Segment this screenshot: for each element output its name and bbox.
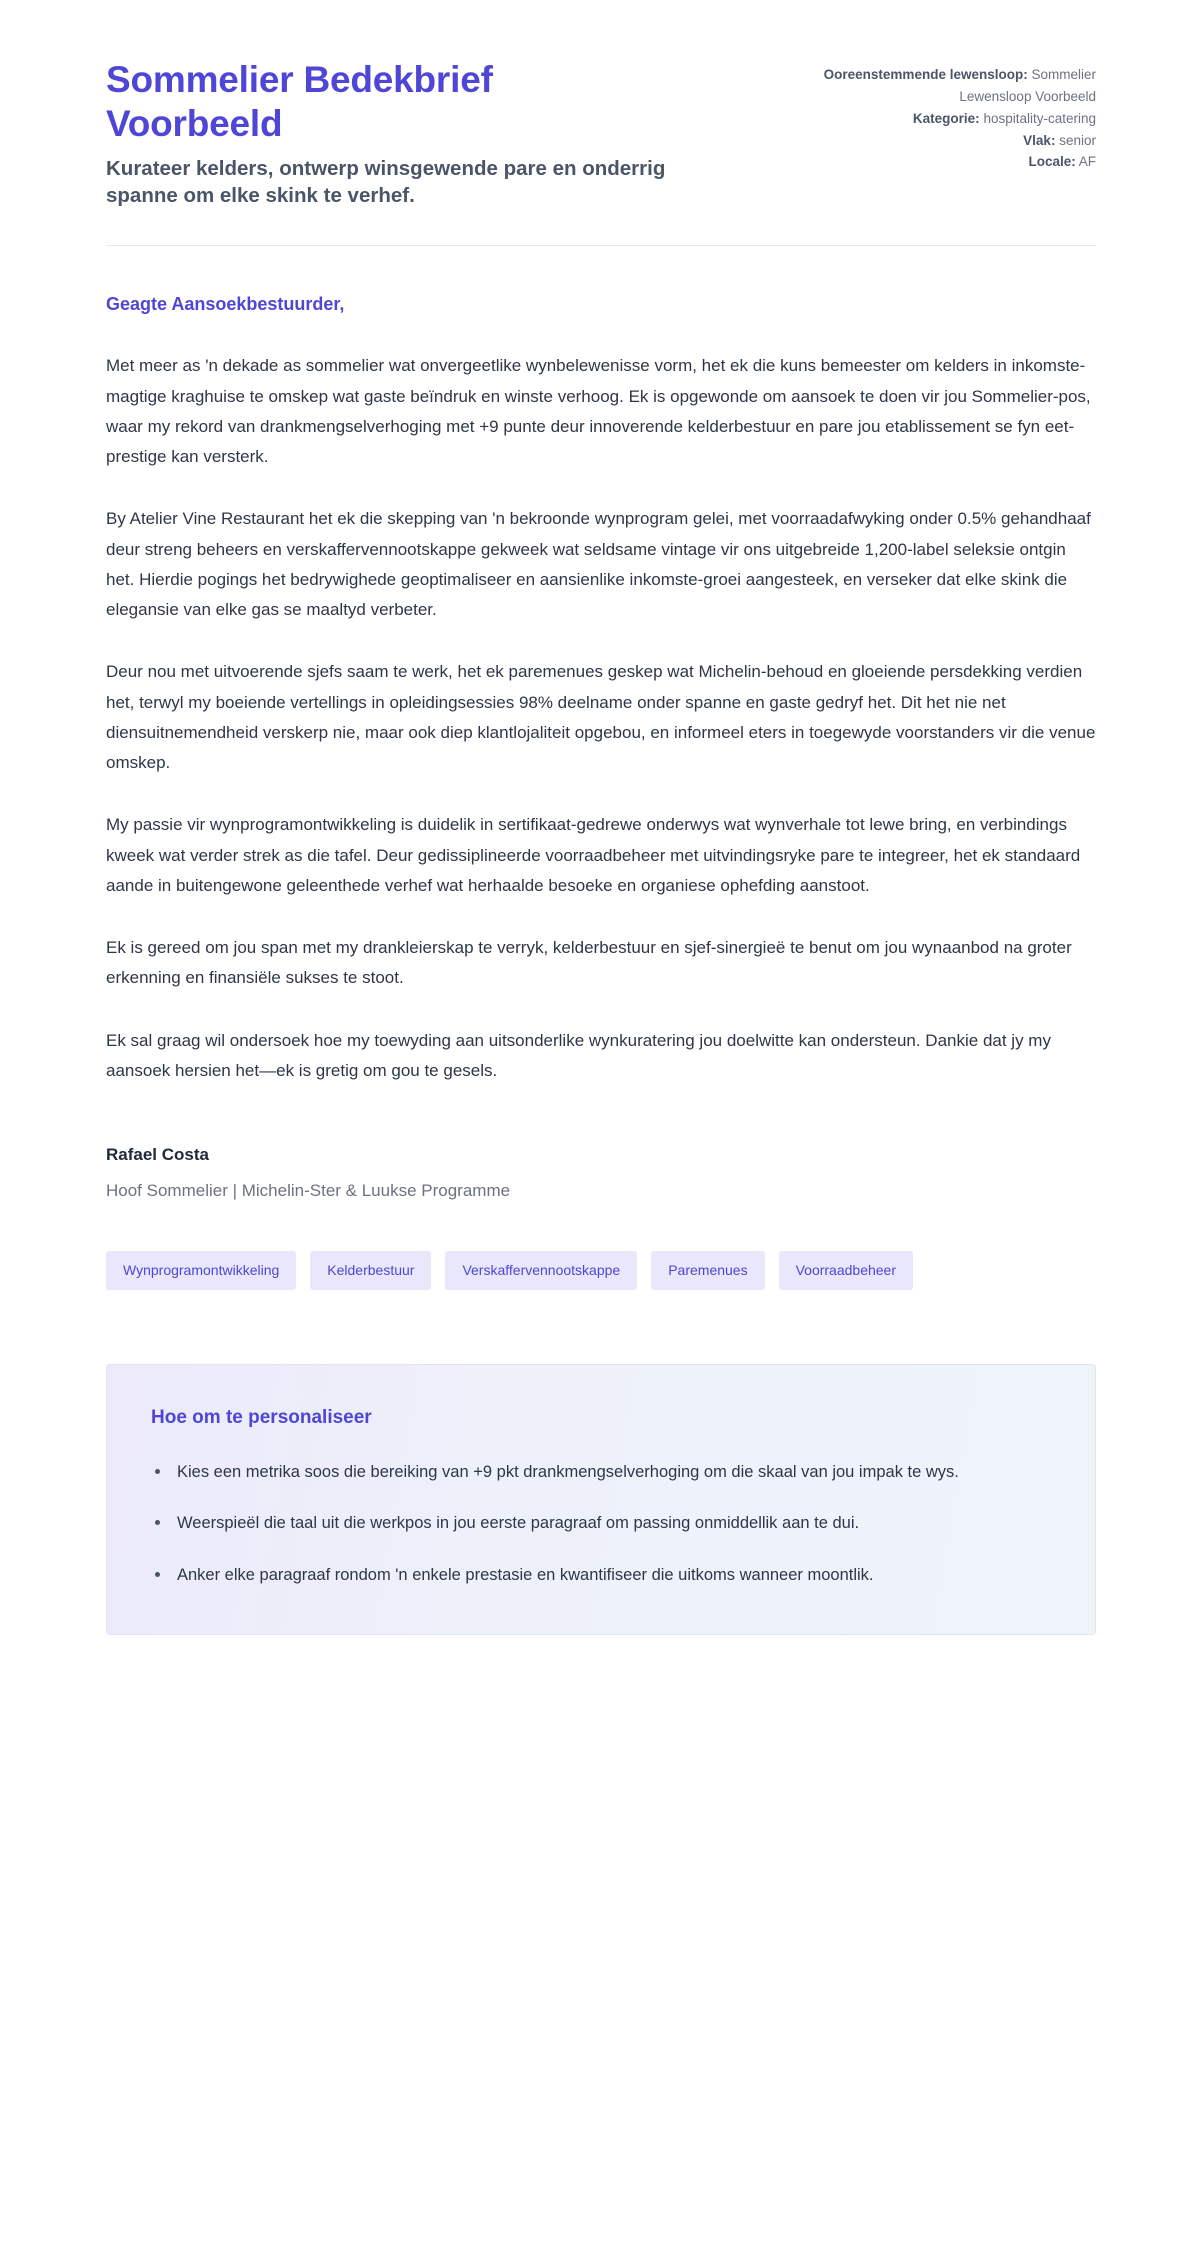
salutation: Geagte Aansoekbestuurder, — [106, 294, 345, 315]
callout-tip-text: Kies een metrika soos die bereiking van +9 pkt drankmengselverhoging om die skaal van jou impak te wys. — [177, 1462, 959, 1481]
header-title-block — [106, 58, 666, 209]
letter-paragraph: My passie vir wynprogramontwikkeling is duidelik in sertifikaat-gedrewe onderwys wat wynverhale tot lewe bring, en verbindings kweek wat verder strek as die tafel. Deur gedissiplineerde voorraadbeheer met uitvindingsryke pare te integreer, het ek standaard aande in buitengewone geleenthede verhef wat herhaalde besoeke en organiese ophefding aanstoot. — [106, 815, 1081, 895]
bullet-icon — [155, 1572, 160, 1577]
callout-tip-item — [151, 1561, 1051, 1590]
page-subtitle: Kurateer kelders, ontwerp winsgewende pare en onderrig spanne om elke skink te verhef. — [106, 156, 666, 208]
bullet-icon — [155, 1520, 160, 1525]
tag-chip[interactable]: Wynprogramontwikkeling — [106, 1251, 296, 1290]
letter-paragraph: Ek sal graag wil ondersoek hoe my toewyding aan uitsonderlike wynkuratering jou doelwitte kan ondersteun. Dankie dat jy my aansoek hersien het—ek is gretig om gou te gesels. — [106, 1030, 1051, 1080]
meta-matching-resume-label: Ooreenstemmende lewensloop: — [823, 67, 1028, 82]
meta-category-label: Kategorie: — [912, 110, 980, 126]
meta-category — [786, 108, 1096, 130]
meta-matching-resume-value: Sommelier Lewensloop Voorbeeld — [959, 67, 1096, 104]
callout-tip-text: Anker elke paragraaf rondom 'n enkele prestasie en kwantifiseer die uitkoms wanneer moontlik. — [177, 1565, 874, 1584]
signature-name: Rafael Costa — [106, 1145, 209, 1165]
signature-role: Hoof Sommelier | Michelin-Ster & Luukse Programme — [106, 1180, 511, 1200]
callout-tip-item — [151, 1509, 1051, 1538]
meta-locale-label: Locale: — [1028, 154, 1076, 170]
callout-tip-item — [151, 1458, 1051, 1487]
letter-paragraph: Ek is gereed om jou span met my drankleierskap te verryk, kelderbestuur en sjef-sinergieë te benut om jou wynaanbod na groter erkenning en finansiële sukses te stoot. — [106, 938, 1072, 988]
tag-chip[interactable]: Kelderbestuur — [310, 1251, 431, 1290]
document-metadata — [786, 58, 1096, 173]
tag-list — [106, 1203, 1006, 1290]
tag-chip[interactable]: Paremenues — [651, 1251, 764, 1290]
meta-level-value: senior — [1059, 132, 1096, 148]
meta-level — [786, 130, 1096, 152]
letter-body — [106, 246, 1096, 1086]
personalization-callout — [106, 1364, 1096, 1635]
callout-tip-text: Weerspieël die taal uit die werkpos in jou eerste paragraaf om passing onmiddellik aan te dui. — [177, 1514, 860, 1533]
letter-paragraph: Met meer as 'n dekade as sommelier wat onvergeetlike wynbelewenisse vorm, het ek die kuns bemeester om kelders in inkomste-magtige kraghuise te omskep wat gaste beïndruk en winste verhoog. Ek is opgewonde om aansoek te doen vir jou Sommelier-pos, waar my rekord van drankmengselverhoging met +9 punte deur innoverende kelderbestuur en pare jou etablissement se fyn eet-prestige kan versterk. — [106, 356, 1091, 467]
meta-locale — [786, 151, 1096, 173]
meta-locale-value: AF — [1078, 154, 1096, 170]
callout-title: Hoe om te personaliseer — [151, 1407, 372, 1429]
letter-paragraph: Deur nou met uitvoerende sjefs saam te werk, het ek paremenues geskep wat Michelin-behoud en gloeiende persdekking verdien het, terwyl my boeiende vertellings in opleidingsessies 98% deelname onder spanne en gaste gedryf het. Dit het nie net diensuitnemendheid verskerp nie, maar ook diep klantlojaliteit opgebou, en informeel eters in toegewyde voorstanders vir die venue omskep. — [106, 662, 1096, 773]
meta-category-value: hospitality-catering — [983, 110, 1096, 126]
tag-chip[interactable]: Voorraadbeheer — [779, 1251, 913, 1290]
signature-block — [106, 1086, 1096, 1203]
meta-level-label: Vlak: — [1023, 132, 1056, 148]
tag-chip[interactable]: Verskaffervennootskappe — [445, 1251, 637, 1290]
letter-paragraph: By Atelier Vine Restaurant het ek die skepping van 'n bekroonde wynprogram gelei, met voorraadafwyking onder 0.5% gehandhaaf deur streng beheers en verskaffervennootskappe gekweek wat seldsame vintage vir ons uitgebreide 1,200-label seleksie ontgin het. Hierdie pogings het bedrywighede geoptimaliseer en aansienlike inkomste-groei aangesteek, en verseker dat elke skink die elegansie van elke gas se maaltyd verbeter. — [106, 509, 1091, 620]
meta-matching-resume — [786, 64, 1096, 108]
callout-tip-list — [151, 1458, 1051, 1590]
bullet-icon — [155, 1469, 160, 1474]
page-title: Sommelier Bedekbrief Voorbeeld — [106, 59, 493, 145]
document-header — [106, 44, 1096, 209]
